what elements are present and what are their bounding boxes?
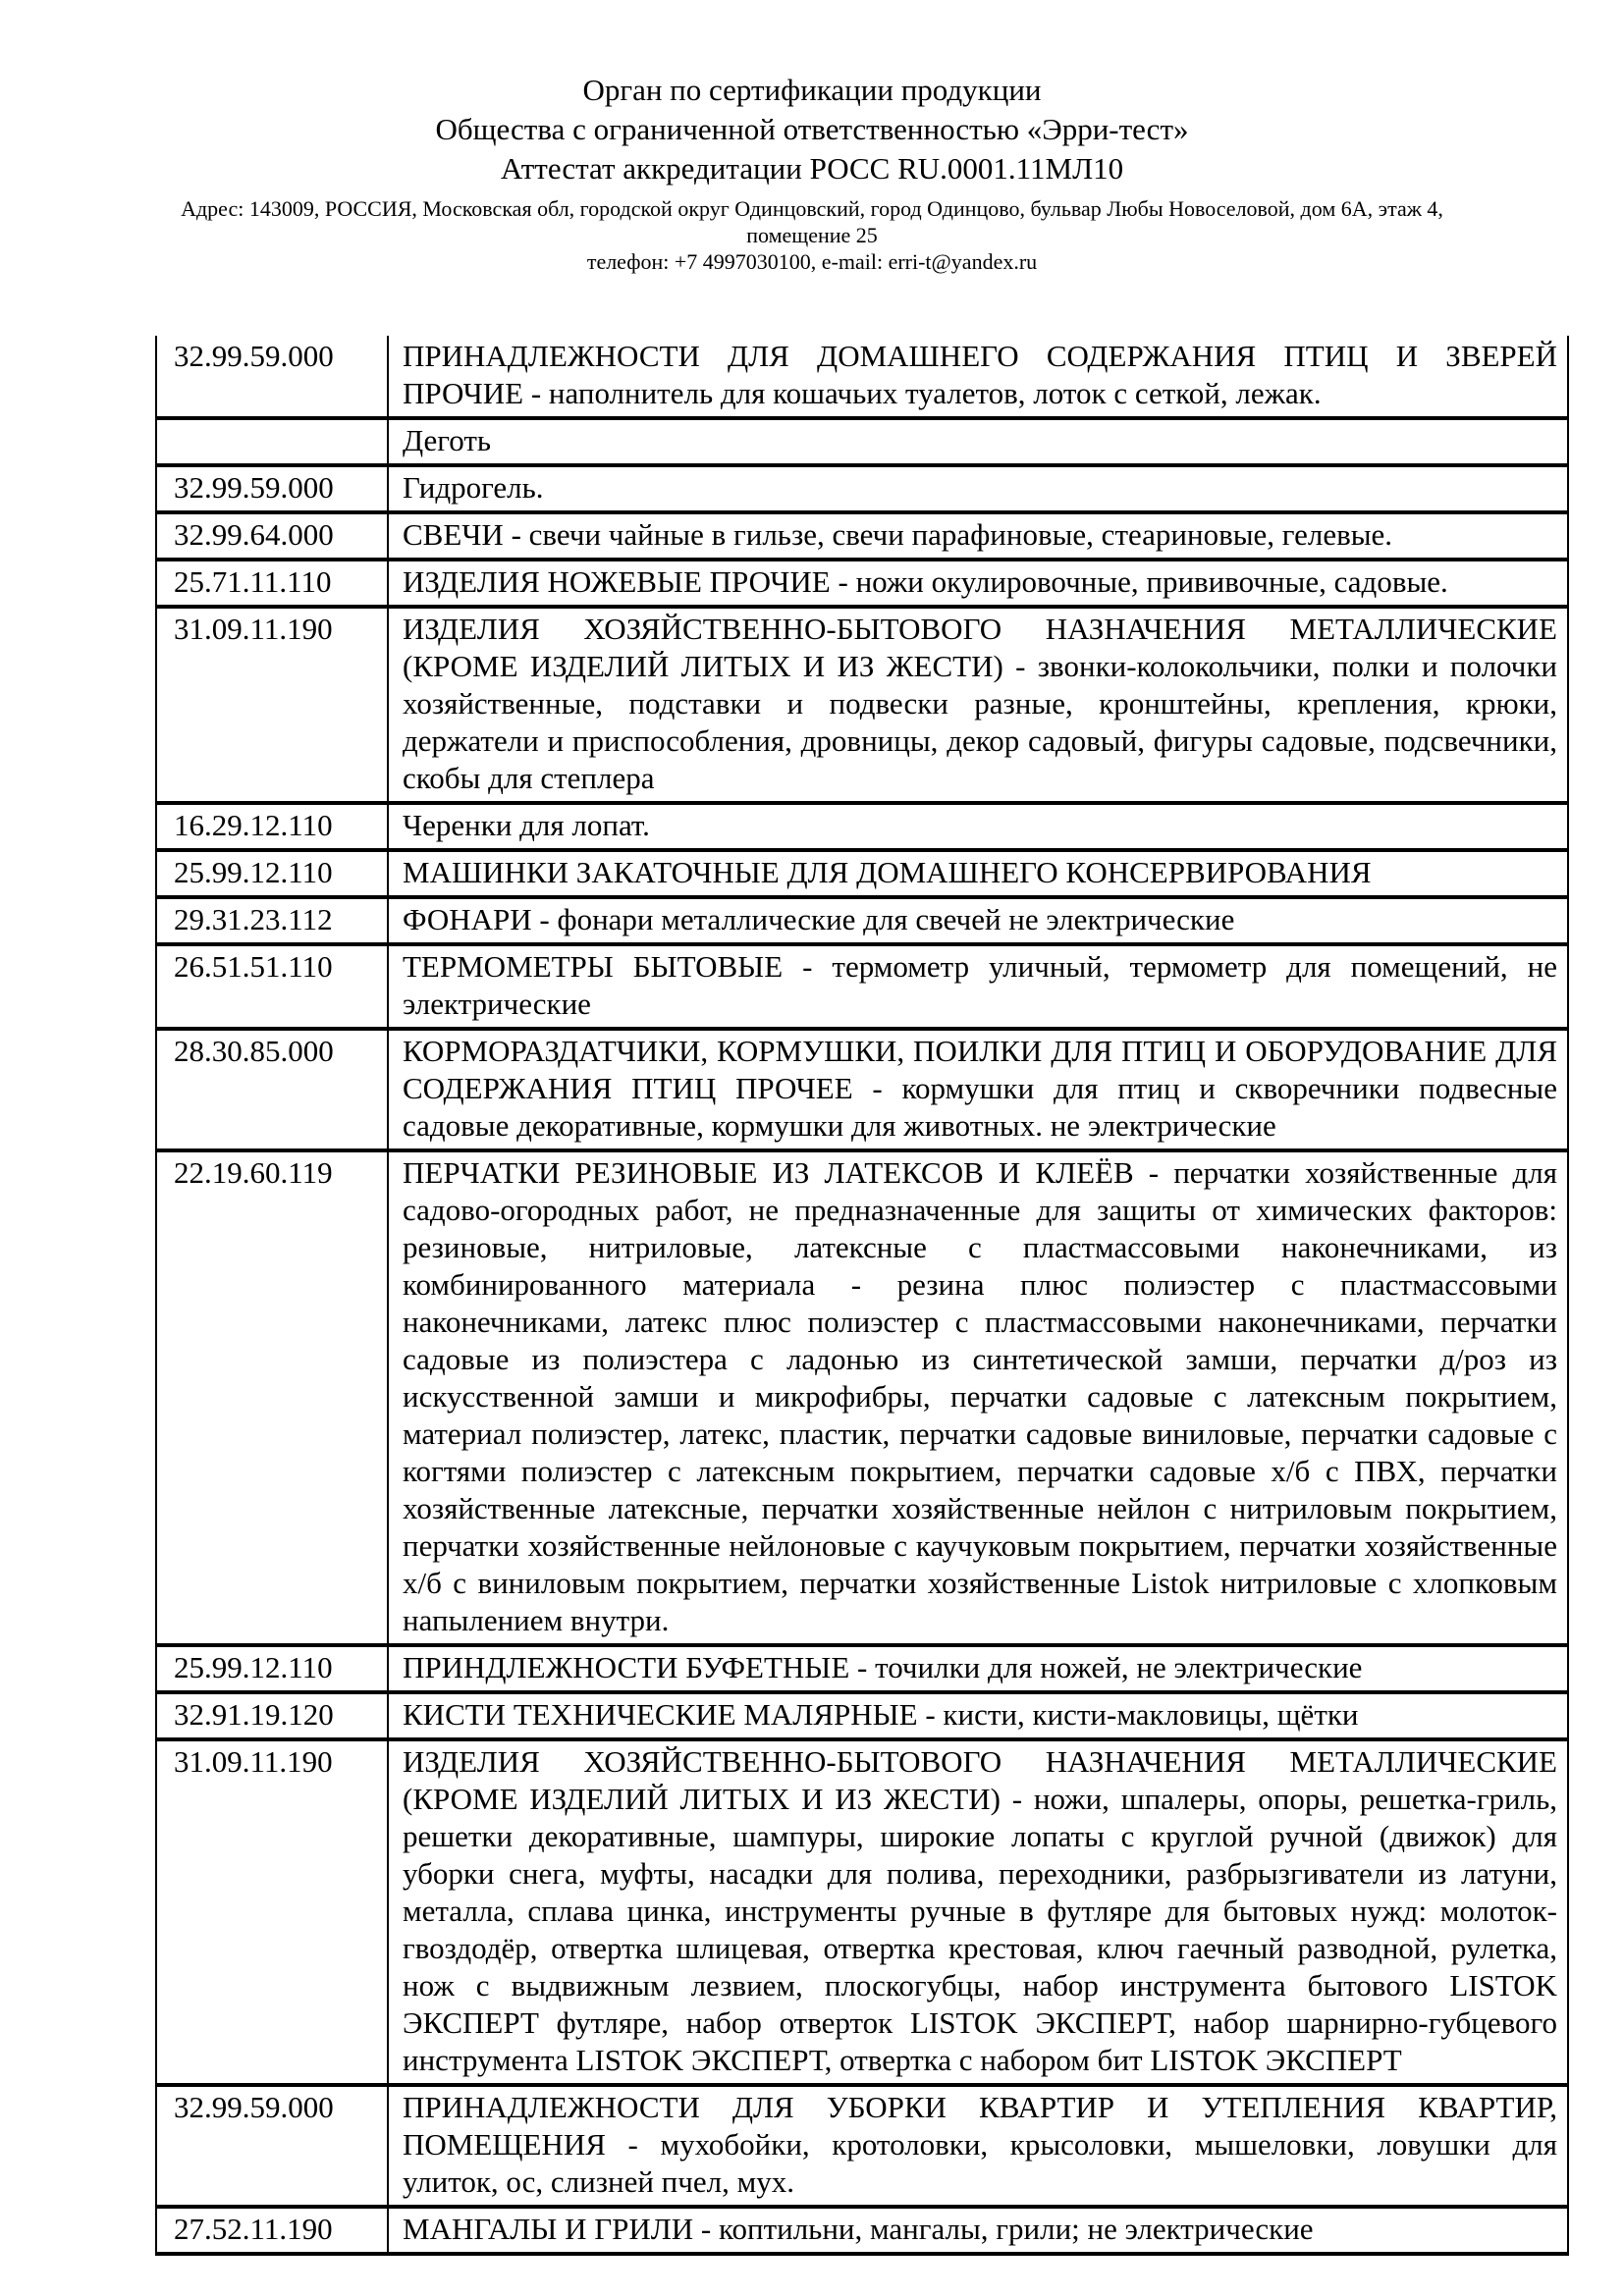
product-codes-table (155, 336, 1569, 2256)
description-cell: Деготь (388, 418, 1568, 465)
product-codes-table-body (156, 336, 1568, 2254)
table-row (156, 560, 1568, 607)
code-cell: 25.99.12.110 (156, 850, 388, 897)
description-cell: МАНГАЛЫ И ГРИЛИ - коптильни, мангалы, грили; не электрические (388, 2207, 1568, 2254)
table-row (156, 803, 1568, 850)
address-block (0, 195, 1624, 275)
code-cell: 22.19.60.119 (156, 1150, 388, 1645)
code-cell: 29.31.23.112 (156, 897, 388, 944)
contact-line: телефон: +7 4997030100, e-mail: erri-t@yandex.ru (586, 249, 1038, 274)
table-row (156, 336, 1568, 418)
code-cell (156, 418, 388, 465)
code-cell: 32.99.59.000 (156, 465, 388, 512)
description-cell: ФОНАРИ - фонари металлические для свечей не электрические (388, 897, 1568, 944)
description-cell: ИЗДЕЛИЯ НОЖЕВЫЕ ПРОЧИЕ - ножи окулировочные, прививочные, садовые. (388, 560, 1568, 607)
address-line2: помещение 25 (746, 223, 878, 247)
table-row (156, 512, 1568, 560)
code-cell: 16.29.12.110 (156, 803, 388, 850)
code-cell: 26.51.51.110 (156, 944, 388, 1029)
table-row (156, 944, 1568, 1029)
table-row (156, 465, 1568, 512)
description-cell: КИСТИ ТЕХНИЧЕСКИЕ МАЛЯРНЫЕ - кисти, кисти-макловицы, щётки (388, 1692, 1568, 1739)
code-cell: 31.09.11.190 (156, 1739, 388, 2085)
table-row (156, 1645, 1568, 1692)
description-cell: Гидрогель. (388, 465, 1568, 512)
table-row (156, 850, 1568, 897)
table-row (156, 1692, 1568, 1739)
description-cell: ПРИНАДЛЕЖНОСТИ ДЛЯ ДОМАШНЕГО СОДЕРЖАНИЯ ПТИЦ И ЗВЕРЕЙ ПРОЧИЕ - наполнитель для кошачьих туалетов, лоток с сеткой, лежак. (388, 336, 1568, 418)
description-cell: Черенки для лопат. (388, 803, 1568, 850)
code-cell: 32.99.59.000 (156, 336, 388, 418)
table-row (156, 2207, 1568, 2254)
code-cell: 27.52.11.190 (156, 2207, 388, 2254)
description-cell: КОРМОРАЗДАТЧИКИ, КОРМУШКИ, ПОИЛКИ ДЛЯ ПТИЦ И ОБОРУДОВАНИЕ ДЛЯ СОДЕРЖАНИЯ ПТИЦ ПРОЧЕЕ - кормушки для птиц и скворечники подвесные садовые декоративные, кормушки для животных. не электрические (388, 1029, 1568, 1150)
table-row (156, 418, 1568, 465)
code-cell: 32.99.59.000 (156, 2085, 388, 2207)
org-title-line1: Орган по сертификации продукции (582, 73, 1042, 107)
table-row (156, 1029, 1568, 1150)
document-header (0, 0, 1624, 275)
code-cell: 25.99.12.110 (156, 1645, 388, 1692)
description-cell: МАШИНКИ ЗАКАТОЧНЫЕ ДЛЯ ДОМАШНЕГО КОНСЕРВИРОВАНИЯ (388, 850, 1568, 897)
code-cell: 25.71.11.110 (156, 560, 388, 607)
org-title-line2: Общества с ограниченной ответственностью «Эрри-тест» (435, 112, 1189, 146)
code-cell: 28.30.85.000 (156, 1029, 388, 1150)
description-cell: ИЗДЕЛИЯ ХОЗЯЙСТВЕННО-БЫТОВОГО НАЗНАЧЕНИЯ МЕТАЛЛИЧЕСКИЕ (КРОМЕ ИЗДЕЛИЙ ЛИТЫХ И ИЗ ЖЕСТИ) - ножи, шпалеры, опоры, решетка-гриль, решетки декоративные, шампуры, широкие лопаты с круглой ручной (движок) для уборки снега, муфты, насадки для полива, переходники, разбрызгиватели из латуни, металла, сплава цинка, инструменты ручные в футляре для бытовых нужд: молоток-гвоздодёр, отвертка шлицевая, отвертка крестовая, ключ гаечный разводной, рулетка, нож с выдвижным лезвием, плоскогубцы, набор инструмента бытового LISTOK ЭКСПЕРТ футляре, набор отверток LISTOK ЭКСПЕРТ, набор шарнирно-губцевого инструмента LISTOK ЭКСПЕРТ, отвертка с набором бит LISTOK ЭКСПЕРТ (388, 1739, 1568, 2085)
code-cell: 31.09.11.190 (156, 607, 388, 803)
description-cell: СВЕЧИ - свечи чайные в гильзе, свечи парафиновые, стеариновые, гелевые. (388, 512, 1568, 560)
table-row (156, 607, 1568, 803)
description-cell: ПРИНАДЛЕЖНОСТИ ДЛЯ УБОРКИ КВАРТИР И УТЕПЛЕНИЯ КВАРТИР, ПОМЕЩЕНИЯ - мухобойки, кротоловки, крысоловки, мышеловки, ловушки для улиток, ос, слизней пчел, мух. (388, 2085, 1568, 2207)
description-cell: ПРИНДЛЕЖНОСТИ БУФЕТНЫЕ - точилки для ножей, не электрические (388, 1645, 1568, 1692)
description-cell: ТЕРМОМЕТРЫ БЫТОВЫЕ - термометр уличный, термометр для помещений, не электрические (388, 944, 1568, 1029)
accreditation-line: Аттестат аккредитации РОСС RU.0001.11МЛ10 (500, 151, 1124, 186)
address-line1: Адрес: 143009, РОССИЯ, Московская обл, городской округ Одинцовский, город Одинцово, бульвар Любы Новоселовой, дом 6А, этаж 4, (181, 196, 1443, 221)
description-cell: ИЗДЕЛИЯ ХОЗЯЙСТВЕННО-БЫТОВОГО НАЗНАЧЕНИЯ МЕТАЛЛИЧЕСКИЕ (КРОМЕ ИЗДЕЛИЙ ЛИТЫХ И ИЗ ЖЕСТИ) - звонки-колокольчики, полки и полочки хозяйственные, подставки и подвески разные, кронштейны, крепления, крюки, держатели и приспособления, дровницы, декор садовый, фигуры садовые, подсвечники, скобы для степлера (388, 607, 1568, 803)
description-cell: ПЕРЧАТКИ РЕЗИНОВЫЕ ИЗ ЛАТЕКСОВ И КЛЕЁВ - перчатки хозяйственные для садово-огородных работ, не предназначенные для защиты от химических факторов: резиновые, нитриловые, латексные с пластмассовыми наконечниками, из комбинированного материала - резина плюс полиэстер с пластмассовыми наконечниками, латекс плюс полиэстер с пластмассовыми наконечниками, перчатки садовые из полиэстера с ладонью из синтетической замши, перчатки д/роз из искусственной замши и микрофибры, перчатки садовые с латексным покрытием, материал полиэстер, латекс, пластик, перчатки садовые виниловые, перчатки садовые с когтями полиэстер с латексным покрытием, перчатки садовые х/б с ПВХ, перчатки хозяйственные латексные, перчатки хозяйственные нейлон с нитриловым покрытием, перчатки хозяйственные нейлоновые с каучуковым покрытием, перчатки хозяйственные х/б с виниловым покрытием, перчатки хозяйственные Listok нитриловые с хлопковым напылением внутри. (388, 1150, 1568, 1645)
table-row (156, 1739, 1568, 2085)
table-row (156, 2085, 1568, 2207)
table-row (156, 1150, 1568, 1645)
code-cell: 32.91.19.120 (156, 1692, 388, 1739)
code-cell: 32.99.64.000 (156, 512, 388, 560)
table-row (156, 897, 1568, 944)
